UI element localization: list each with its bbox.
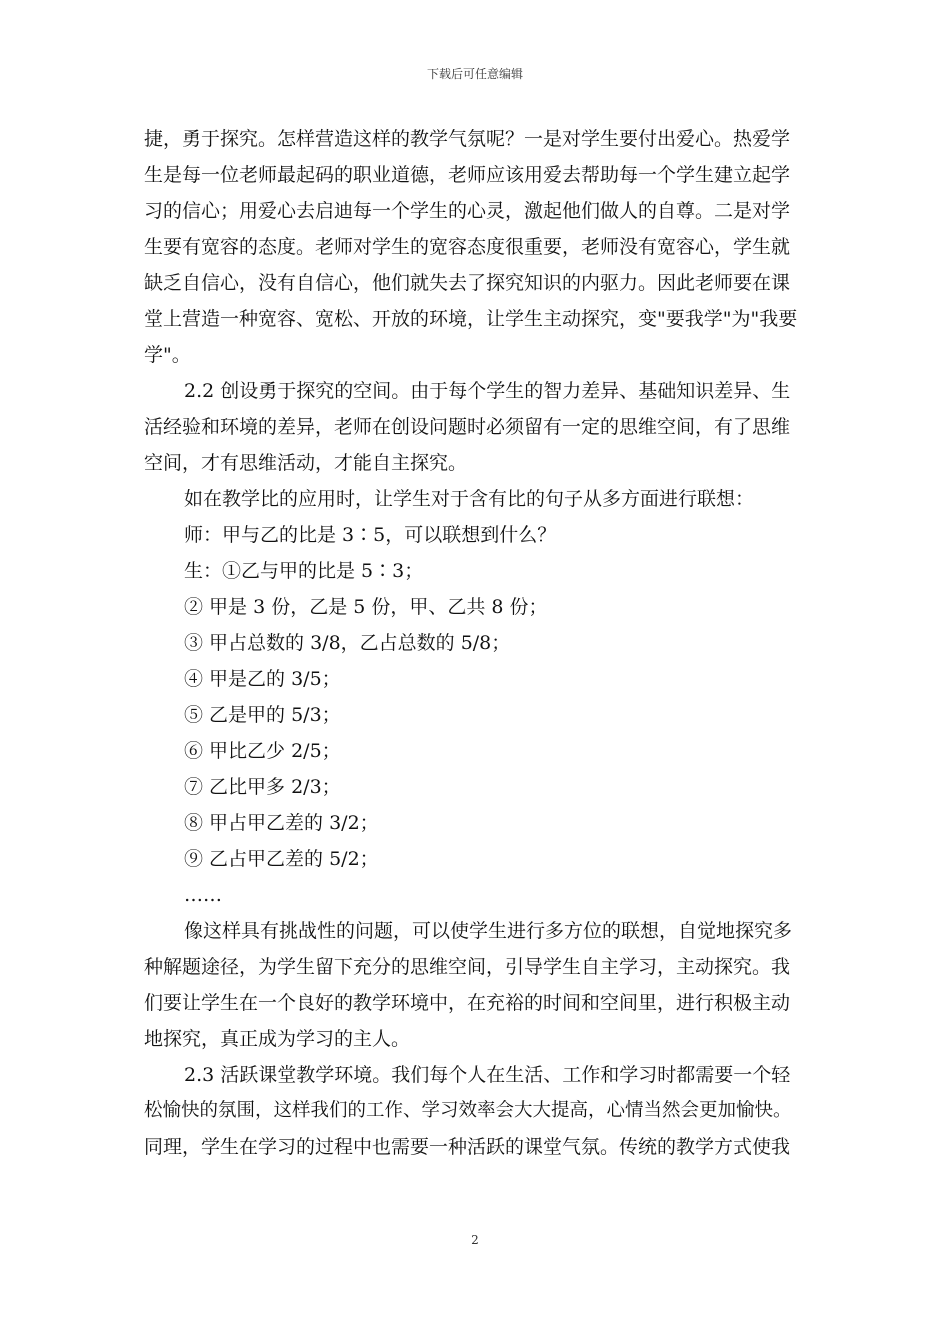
text-line: 生是每一位老师最起码的职业道德，老师应该用爱去帮助每一个学生建立起学 xyxy=(144,164,791,186)
answer-item: ② 甲是 3 份，乙是 5 份，甲、乙共 8 份； xyxy=(184,596,548,618)
page-number: 2 xyxy=(471,1233,479,1247)
text-line: 学"。 xyxy=(144,344,191,366)
text-line: 生要有宽容的态度。老师对学生的宽容态度很重要，老师没有宽容心，学生就 xyxy=(144,236,791,258)
answer-item: ⑤ 乙是甲的 5/3； xyxy=(184,704,341,726)
teacher-question: 师：甲与乙的比是 3∶5，可以联想到什么？ xyxy=(184,524,557,546)
student-answer: 生：①乙与甲的比是 5∶3； xyxy=(184,560,424,582)
text-line: 们要让学生在一个良好的教学环境中，在充裕的时间和空间里，进行积极主动 xyxy=(144,992,791,1014)
answer-item: ④ 甲是乙的 3/5； xyxy=(184,668,341,690)
text-line: 地探究，真正成为学习的主人。 xyxy=(144,1028,411,1050)
ellipsis: …… xyxy=(184,884,222,906)
text-line: 缺乏自信心，没有自信心，他们就失去了探究知识的内驱力。因此老师要在课 xyxy=(144,272,791,294)
section-heading-2-3: 2.3 活跃课堂教学环境。我们每个人在生活、工作和学习时都需要一个轻 xyxy=(184,1064,791,1086)
answer-item: ③ 甲占总数的 3/8，乙占总数的 5/8； xyxy=(184,632,511,654)
answer-item: ⑥ 甲比乙少 2/5； xyxy=(184,740,341,762)
text-line: 习的信心；用爱心去启迪每一个学生的心灵，激起他们做人的自尊。二是对学 xyxy=(144,200,791,222)
body-text xyxy=(144,121,808,1165)
text-line: 活经验和环境的差异，老师在创设问题时必须留有一定的思维空间，有了思维 xyxy=(144,416,791,438)
text-line: 堂上营造一种宽容、宽松、开放的环境，让学生主动探究，变"要我学"为"我要 xyxy=(144,308,798,330)
text-line: 松愉快的氛围，这样我们的工作、学习效率会大大提高，心情当然会更加愉快。 xyxy=(144,1100,792,1121)
section-heading-2-2: 2.2 创设勇于探究的空间。由于每个学生的智力差异、基础知识差异、生 xyxy=(184,380,791,402)
answer-item: ⑦ 乙比甲多 2/3； xyxy=(184,776,341,798)
answer-item: ⑨ 乙占甲乙差的 5/2； xyxy=(184,848,379,870)
text-line: 种解题途径，为学生留下充分的思维空间，引导学生自主学习，主动探究。我 xyxy=(144,956,791,978)
text-line: 空间，才有思维活动，才能自主探究。 xyxy=(144,452,468,474)
text-line: 捷，勇于探究。怎样营造这样的教学气氛呢？一是对学生要付出爱心。热爱学 xyxy=(144,128,791,150)
page-header: 下载后可任意编辑 xyxy=(426,67,523,81)
text-line: 如在教学比的应用时，让学生对于含有比的句子从多方面进行联想： xyxy=(184,488,755,510)
text-line: 像这样具有挑战性的问题，可以使学生进行多方位的联想，自觉地探究多 xyxy=(184,920,793,942)
answer-item: ⑧ 甲占甲乙差的 3/2； xyxy=(184,812,379,834)
text-line: 同理，学生在学习的过程中也需要一种活跃的课堂气氛。传统的教学方式使我 xyxy=(144,1136,791,1158)
